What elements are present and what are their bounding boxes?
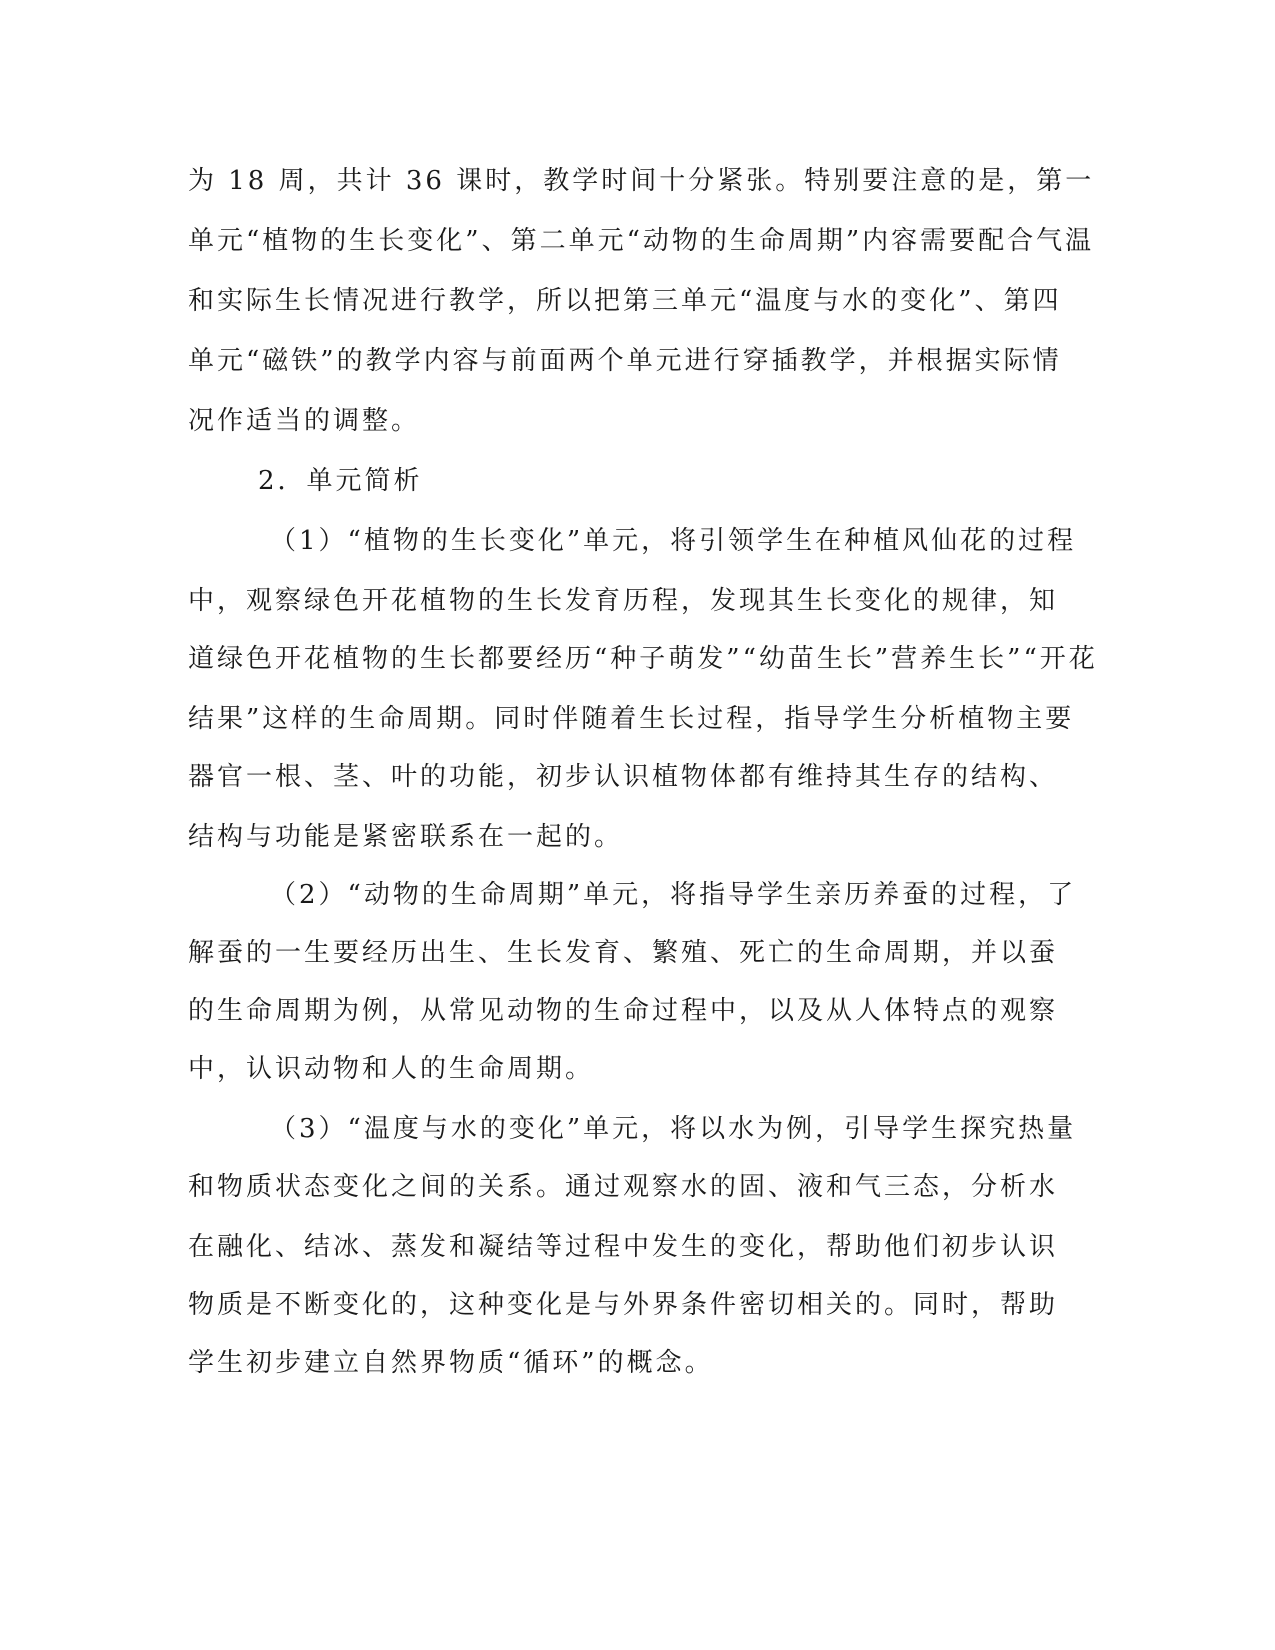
- text-line: 为 18 周，共计 36 课时，教学时间十分紧张。特别要注意的是，第一: [188, 166, 1095, 196]
- text-line: 结果”这样的生命周期。同时伴随着生长过程，指导学生分析植物主要: [188, 704, 1075, 734]
- text-line: 的生命周期为例，从常见动物的生命过程中，以及从人体特点的观察: [188, 996, 1059, 1026]
- text-line: 结构与功能是紧密联系在一起的。: [188, 822, 624, 852]
- text-line: 和实际生长情况进行教学，所以把第三单元“温度与水的变化”、第四: [188, 286, 1062, 316]
- paragraph-start: （1）“植物的生长变化”单元，将引领学生在种植风仙花的过程: [270, 526, 1077, 556]
- paragraph-start: （3）“温度与水的变化”单元，将以水为例，引导学生探究热量: [270, 1114, 1077, 1144]
- text-line: 道绿色开花植物的生长都要经历“种子萌发”“幼苗生长”营养生长”“开花: [188, 644, 1098, 674]
- paragraph-start: （2）“动物的生命周期”单元，将指导学生亲历养蚕的过程，了: [270, 880, 1077, 910]
- section-heading: 2．单元简析: [258, 466, 423, 496]
- text-line: 解蚕的一生要经历出生、生长发育、繁殖、死亡的生命周期，并以蚕: [188, 938, 1059, 968]
- text-line: 物质是不断变化的，这种变化是与外界条件密切相关的。同时，帮助: [188, 1290, 1059, 1320]
- text-line: 单元“植物的生长变化”、第二单元“动物的生命周期”内容需要配合气温: [188, 226, 1095, 256]
- text-line: 器官一根、茎、叶的功能，初步认识植物体都有维持其生存的结构、: [188, 762, 1059, 792]
- text-line: 和物质状态变化之间的关系。通过观察水的固、液和气三态，分析水: [188, 1172, 1059, 1202]
- text-line: 中，认识动物和人的生命周期。: [188, 1054, 595, 1084]
- text-line: 在融化、结冰、蒸发和凝结等过程中发生的变化，帮助他们初步认识: [188, 1232, 1059, 1262]
- text-line: 学生初步建立自然界物质“循环”的概念。: [188, 1348, 714, 1378]
- text-line: 中，观察绿色开花植物的生长发育历程，发现其生长变化的规律，知: [188, 586, 1059, 616]
- text-line: 况作适当的调整。: [188, 406, 421, 436]
- text-line: 单元“磁铁”的教学内容与前面两个单元进行穿插教学，并根据实际情: [188, 346, 1062, 376]
